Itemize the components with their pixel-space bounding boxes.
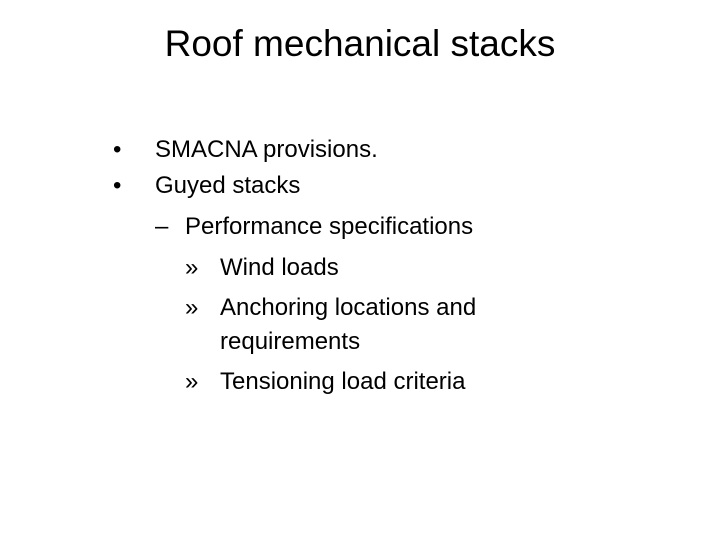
sub-bullet-marker: –	[155, 213, 169, 240]
bullet-marker: •	[113, 172, 122, 199]
bullet-marker: •	[113, 136, 122, 163]
sub-item-performance-specifications: Performance specifications	[185, 213, 474, 240]
sub-sub-bullet-marker: »	[185, 294, 199, 321]
sub-sub-bullet-marker: »	[185, 368, 199, 395]
sub-sub-bullet-marker: »	[185, 254, 199, 281]
bullet-item-guyed-stacks: Guyed stacks	[155, 172, 301, 199]
slide-title: Roof mechanical stacks	[164, 23, 556, 64]
sub-sub-item-anchoring-continued: requirements	[220, 328, 361, 355]
bullet-item-smacna: SMACNA provisions.	[155, 136, 378, 163]
sub-sub-item-tensioning: Tensioning load criteria	[220, 368, 466, 395]
sub-sub-item-anchoring: Anchoring locations and	[220, 294, 477, 321]
sub-sub-item-wind-loads: Wind loads	[220, 254, 339, 281]
